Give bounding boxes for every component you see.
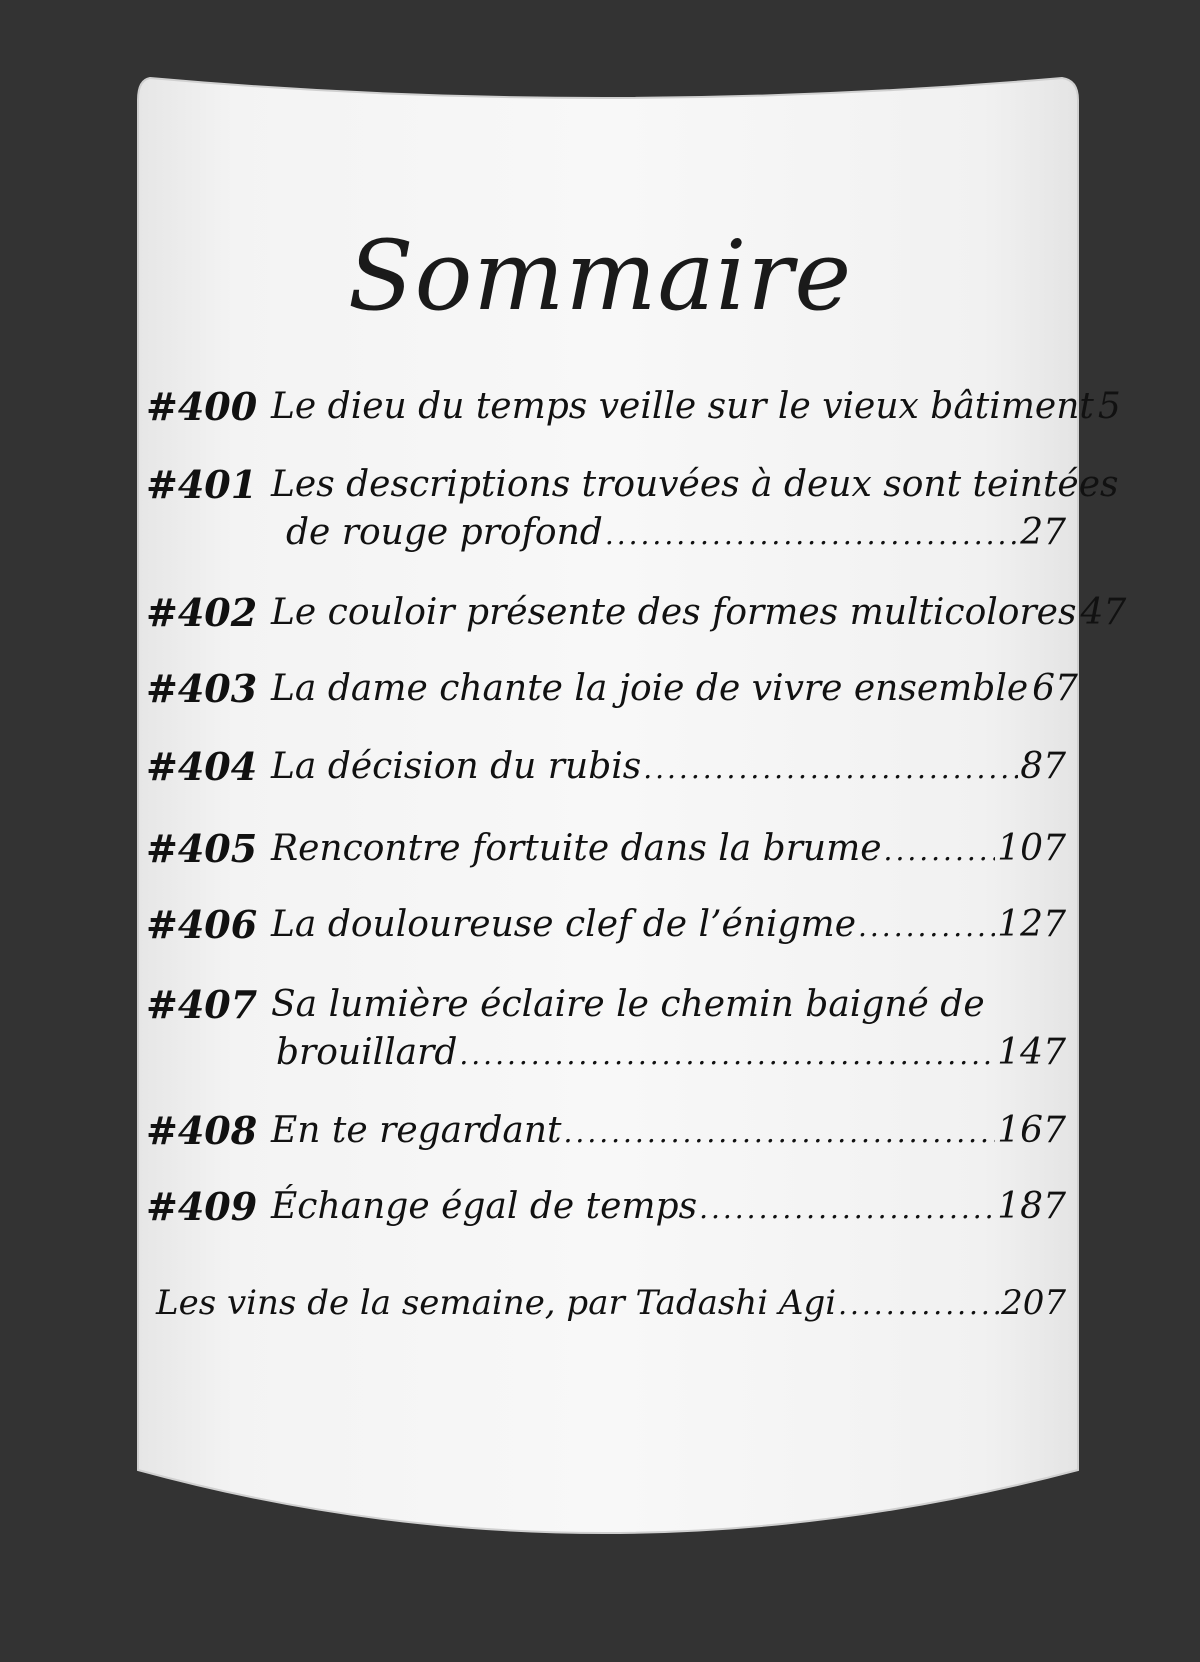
chapter-number: #408 <box>146 1108 258 1153</box>
chapter-number: #409 <box>146 1184 258 1229</box>
chapter-title-continued: brouillard <box>276 1032 458 1073</box>
page-number: 107 <box>997 828 1066 869</box>
chapter-number: #401 <box>146 462 258 507</box>
page-number: 207 <box>1001 1283 1066 1323</box>
chapter-title-continued: de rouge profond <box>286 512 603 553</box>
dot-leader <box>858 900 995 954</box>
dot-leader <box>699 1182 995 1236</box>
dot-leader <box>643 742 1018 796</box>
chapter-title: La décision du rubis <box>271 746 642 787</box>
chapter-number: #403 <box>146 666 258 711</box>
chapter-title: Sa lumière éclaire le chemin baigné de <box>271 984 985 1025</box>
chapter-title: La dame chante la joie de vivre ensemble <box>271 668 1029 709</box>
chapter-title-line <box>271 380 1121 436</box>
page-number: 5 <box>1097 386 1121 427</box>
chapter-title-line <box>271 978 1066 1032</box>
chapter-title-line <box>271 822 1066 878</box>
page-number: 127 <box>997 904 1066 945</box>
chapter-title-line <box>271 1104 1066 1160</box>
page-number: 167 <box>997 1110 1066 1151</box>
chapter-number: #407 <box>146 982 258 1027</box>
chapter-title-line <box>271 1180 1066 1236</box>
chapter-title-line <box>271 586 1127 642</box>
dot-leader <box>459 1028 995 1082</box>
page-title: Sommaire <box>347 220 853 332</box>
bonus-entry <box>156 1276 1066 1332</box>
chapter-title: Échange égal de temps <box>271 1186 698 1227</box>
chapter-title: Le couloir présente des formes multicolores <box>271 592 1077 633</box>
chapter-title-line <box>286 506 1066 562</box>
chapter-title-line <box>271 898 1066 954</box>
page-number: 147 <box>997 1032 1066 1073</box>
chapter-title: La douloureuse clef de l’énigme <box>271 904 856 945</box>
chapter-number: #400 <box>146 384 258 429</box>
chapter-number: #404 <box>146 744 258 789</box>
bonus-title: Les vins de la semaine, par Tadashi Agi <box>156 1283 837 1323</box>
chapter-number: #406 <box>146 902 258 947</box>
dot-leader <box>884 824 996 878</box>
chapter-title-line <box>276 1026 1066 1082</box>
chapter-number: #405 <box>146 826 258 871</box>
chapter-number: #402 <box>146 590 258 635</box>
chapter-title-line <box>271 740 1066 796</box>
chapter-title: Rencontre fortuite dans la brume <box>271 828 882 869</box>
dot-leader <box>605 508 1018 562</box>
page-number: 187 <box>997 1186 1066 1227</box>
page-number: 67 <box>1032 668 1078 709</box>
chapter-title: Le dieu du temps veille sur le vieux bâtiment <box>271 386 1094 427</box>
chapter-title: Les descriptions trouvées à deux sont teintées <box>271 464 1119 505</box>
page-number: 27 <box>1020 512 1066 553</box>
chapter-title-line <box>271 662 1078 718</box>
page-number: 87 <box>1020 746 1066 787</box>
page-number: 47 <box>1080 592 1127 633</box>
chapter-title-line <box>271 458 1119 512</box>
chapter-title: En te regardant <box>271 1110 562 1151</box>
dot-leader <box>838 1278 999 1332</box>
dot-leader <box>564 1106 996 1160</box>
